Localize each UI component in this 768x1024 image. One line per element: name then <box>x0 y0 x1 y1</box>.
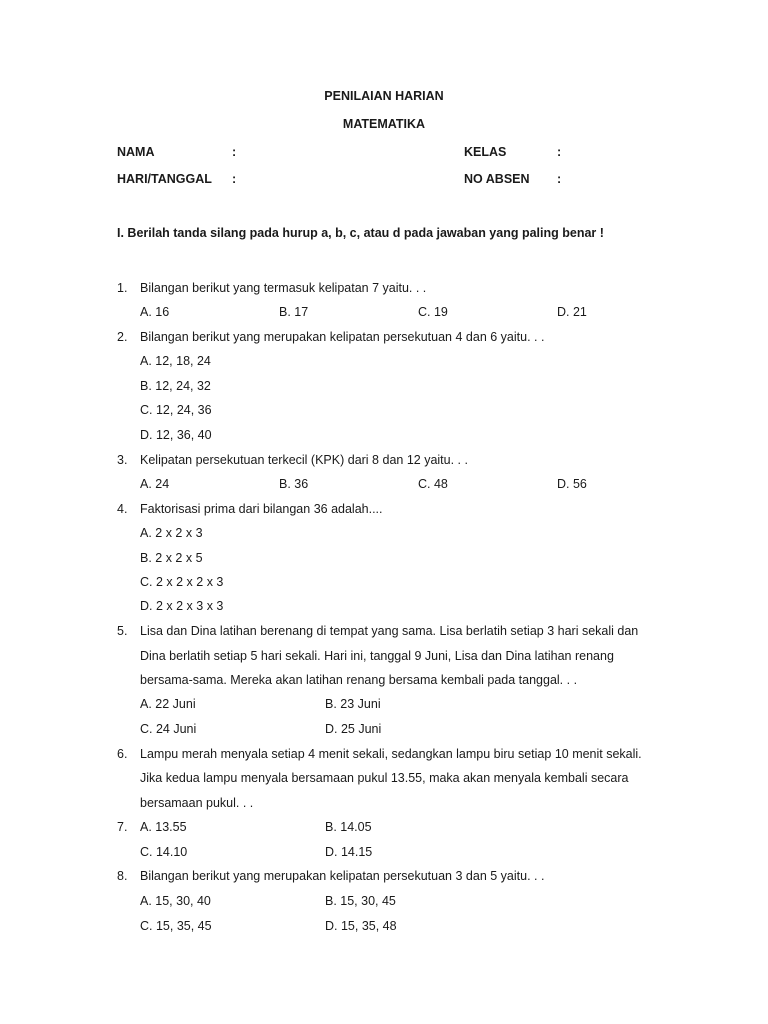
option-b: B. 17 <box>279 305 309 319</box>
option-a: A. 24 <box>140 477 170 491</box>
kelas-colon: : <box>557 145 562 159</box>
option-c: C. 24 Juni <box>140 722 197 736</box>
option-a: A. 16 <box>140 305 170 319</box>
option-d: D. 21 <box>557 305 587 319</box>
option-c: C. 48 <box>418 477 448 491</box>
option-b: B. 14.05 <box>325 820 372 834</box>
question-text: Dina berlatih setiap 5 hari sekali. Hari ini, tanggal 9 Juni, Lisa dan Dina latihan renang <box>140 649 614 663</box>
option-b: B. 36 <box>279 477 309 491</box>
no-absen-colon: : <box>557 172 562 186</box>
question-number: 3. <box>117 453 128 467</box>
question-number: 7. <box>117 820 128 834</box>
question-text: bersamaan pukul. . . <box>140 796 254 810</box>
option-d: D. 2 x 2 x 3 x 3 <box>140 599 224 613</box>
option-a: A. 12, 18, 24 <box>140 354 211 368</box>
option-c: C. 2 x 2 x 2 x 3 <box>140 575 224 589</box>
option-d: D. 14.15 <box>325 845 373 859</box>
question-text: Bilangan berikut yang merupakan kelipatan persekutuan 3 dan 5 yaitu. . . <box>140 869 545 883</box>
option-d: D. 15, 35, 48 <box>325 919 397 933</box>
question-text: Lisa dan Dina latihan berenang di tempat yang sama. Lisa berlatih setiap 3 hari sekali dan <box>140 624 639 638</box>
option-c: C. 14.10 <box>140 845 188 859</box>
instruction-text: I. Berilah tanda silang pada hurup a, b, c, atau d pada jawaban yang paling benar ! <box>117 226 604 240</box>
question-number: 5. <box>117 624 128 638</box>
option-b: B. 23 Juni <box>325 697 381 711</box>
option-b: B. 2 x 2 x 5 <box>140 551 203 565</box>
question-text: Bilangan berikut yang termasuk kelipatan 7 yaitu. . . <box>140 281 427 295</box>
nama-label: NAMA <box>117 145 155 159</box>
option-a: A. 22 Juni <box>140 697 196 711</box>
page-title: PENILAIAN HARIAN <box>324 89 444 103</box>
question-number: 2. <box>117 330 128 344</box>
question-text: Jika kedua lampu menyala bersamaan pukul 13.55, maka akan menyala kembali secara <box>140 771 629 785</box>
option-c: C. 15, 35, 45 <box>140 919 212 933</box>
question-text: Lampu merah menyala setiap 4 menit sekali, sedangkan lampu biru setiap 10 menit sekali. <box>140 747 642 761</box>
nama-colon: : <box>232 145 237 159</box>
option-c: C. 19 <box>418 305 448 319</box>
question-text: bersama-sama. Mereka akan latihan renang bersama kembali pada tanggal. . . <box>140 673 578 687</box>
option-b: B. 15, 30, 45 <box>325 894 396 908</box>
option-a: A. 13.55 <box>140 820 187 834</box>
hari-tanggal-label: HARI/TANGGAL <box>117 172 212 186</box>
option-b: B. 12, 24, 32 <box>140 379 211 393</box>
option-a: A. 15, 30, 40 <box>140 894 211 908</box>
question-number: 8. <box>117 869 128 883</box>
subject-title: MATEMATIKA <box>342 117 426 131</box>
kelas-label: KELAS <box>464 145 507 159</box>
option-c: C. 12, 24, 36 <box>140 403 212 417</box>
question-number: 1. <box>117 281 128 295</box>
question-text: Faktorisasi prima dari bilangan 36 adalah.... <box>140 502 383 516</box>
question-number: 6. <box>117 747 128 761</box>
question-number: 4. <box>117 502 128 516</box>
hari-tanggal-colon: : <box>232 172 237 186</box>
option-a: A. 2 x 2 x 3 <box>140 526 203 540</box>
option-d: D. 12, 36, 40 <box>140 428 212 442</box>
question-text: Bilangan berikut yang merupakan kelipatan persekutuan 4 dan 6 yaitu. . . <box>140 330 545 344</box>
option-d: D. 25 Juni <box>325 722 382 736</box>
option-d: D. 56 <box>557 477 587 491</box>
question-text: Kelipatan persekutuan terkecil (KPK) dari 8 dan 12 yaitu. . . <box>140 453 468 467</box>
no-absen-label: NO ABSEN <box>464 172 530 186</box>
